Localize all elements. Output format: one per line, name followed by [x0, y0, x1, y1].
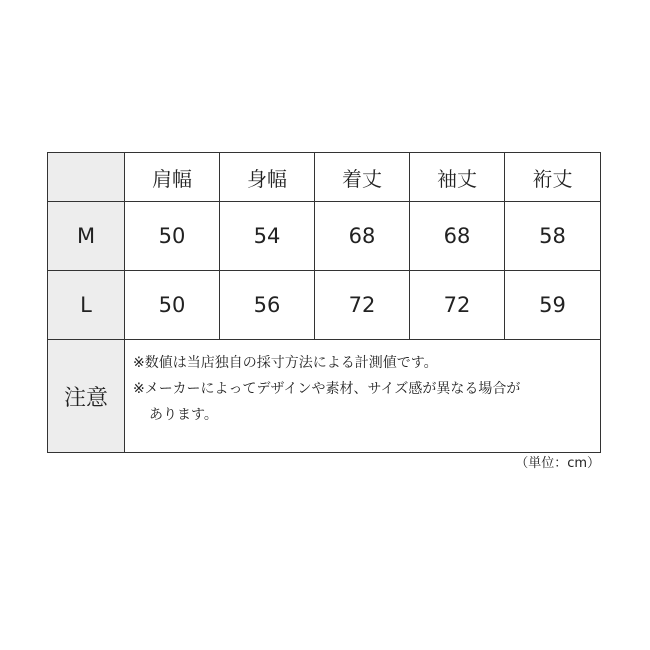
table-cell: 72	[410, 271, 505, 340]
note-line: ※数値は当店独自の採寸方法による計測値です。	[133, 355, 438, 371]
table-cell: 50	[125, 202, 220, 271]
size-label-l: L	[48, 271, 125, 340]
table-cell: 68	[410, 202, 505, 271]
table-cell: 59	[505, 271, 601, 340]
corner-cell	[48, 153, 125, 202]
table-row	[48, 271, 601, 340]
note-line: あります。	[149, 407, 218, 423]
header-row	[48, 153, 601, 202]
unit-label: （単位：cm）	[515, 456, 600, 471]
table-cell: 68	[315, 202, 410, 271]
table-row	[48, 202, 601, 271]
table-cell: 56	[220, 271, 315, 340]
column-header-shoulder: 肩幅	[125, 153, 220, 202]
column-header-body-width: 身幅	[220, 153, 315, 202]
note-line: ※メーカーによってデザインや素材、サイズ感が異なる場合が	[133, 381, 521, 397]
size-table	[47, 152, 601, 453]
note-content	[125, 340, 601, 453]
note-label: 注意	[48, 340, 125, 453]
table-cell: 54	[220, 202, 315, 271]
note-row	[48, 340, 601, 453]
size-label-m: M	[48, 202, 125, 271]
column-header-yuki: 裄丈	[505, 153, 601, 202]
table-cell: 58	[505, 202, 601, 271]
column-header-sleeve: 袖丈	[410, 153, 505, 202]
column-header-length: 着丈	[315, 153, 410, 202]
table-cell: 50	[125, 271, 220, 340]
table-cell: 72	[315, 271, 410, 340]
